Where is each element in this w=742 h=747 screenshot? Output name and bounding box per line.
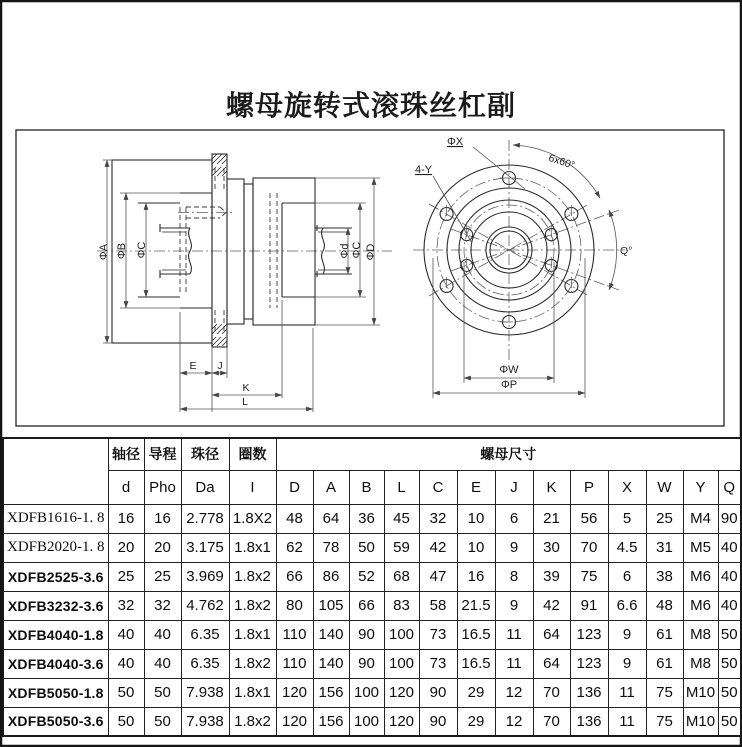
value-cell: 105: [313, 591, 349, 620]
value-cell: 1.8x2: [229, 649, 276, 678]
value-cell: 3.969: [181, 562, 229, 591]
value-cell: 12: [495, 678, 533, 707]
value-cell: 156: [313, 707, 349, 736]
value-cell: 5: [608, 504, 646, 533]
value-cell: 6.35: [181, 620, 229, 649]
dim-label-tapped-holes: 4-Y: [415, 164, 433, 176]
model-column-header: [3, 438, 108, 504]
table-row: [3, 562, 741, 591]
col-header-K: K: [533, 470, 570, 504]
value-cell: 47: [419, 562, 457, 591]
dim-label-phid: Φd: [339, 243, 351, 259]
value-cell: 83: [384, 591, 419, 620]
col-header-Y: Y: [683, 470, 718, 504]
spec-table: [2, 437, 742, 737]
value-cell: 7.938: [181, 707, 229, 736]
value-cell: 120: [384, 678, 419, 707]
value-cell: 25: [646, 504, 683, 533]
col-header-A: A: [313, 470, 349, 504]
value-cell: 40: [108, 649, 144, 678]
dim-label-phiB: ΦB: [116, 242, 128, 260]
value-cell: 61: [646, 649, 683, 678]
value-cell: 36: [349, 504, 384, 533]
value-cell: 42: [419, 533, 457, 562]
value-cell: 100: [349, 707, 384, 736]
value-cell: 40: [144, 620, 181, 649]
value-cell: 1.8X2: [229, 504, 276, 533]
value-cell: 9: [608, 649, 646, 678]
dim-label-K: K: [242, 382, 250, 394]
value-cell: 78: [313, 533, 349, 562]
value-cell: 30: [533, 533, 570, 562]
value-cell: 66: [276, 562, 313, 591]
value-cell: 59: [384, 533, 419, 562]
value-cell: 29: [457, 707, 495, 736]
col-header-L: L: [384, 470, 419, 504]
value-cell: M8: [683, 620, 718, 649]
value-cell: 68: [384, 562, 419, 591]
dim-label-phiX: ΦX: [447, 136, 464, 148]
model-cell: XDFB5050-3.6: [3, 707, 108, 736]
value-cell: 16: [108, 504, 144, 533]
value-cell: 140: [313, 649, 349, 678]
value-cell: 156: [313, 678, 349, 707]
value-cell: 123: [570, 620, 608, 649]
value-cell: 20: [144, 533, 181, 562]
value-cell: M6: [683, 591, 718, 620]
value-cell: 50: [718, 678, 741, 707]
dim-label-angle: Q°: [620, 245, 633, 257]
value-cell: 9: [608, 620, 646, 649]
value-cell: M8: [683, 649, 718, 678]
value-cell: 32: [144, 591, 181, 620]
model-cell: XDFB4040-3.6: [3, 649, 108, 678]
value-cell: 8: [495, 562, 533, 591]
value-cell: 2.778: [181, 504, 229, 533]
value-cell: 31: [646, 533, 683, 562]
table-row: [3, 533, 741, 562]
dim-label-phiA: ΦA: [98, 243, 110, 261]
value-cell: 7.938: [181, 678, 229, 707]
value-cell: 11: [608, 678, 646, 707]
col-header-Pho: Pho: [144, 470, 181, 504]
value-cell: 50: [144, 678, 181, 707]
model-cell: XDFB2020-1. 8: [3, 533, 108, 562]
value-cell: 1.8x1: [229, 533, 276, 562]
header-nut-dims: 螺母尺寸: [276, 438, 741, 470]
value-cell: 110: [276, 620, 313, 649]
model-cell: XDFB1616-1. 8: [3, 504, 108, 533]
value-cell: 73: [419, 649, 457, 678]
value-cell: 73: [419, 620, 457, 649]
value-cell: 38: [646, 562, 683, 591]
col-header-C: C: [419, 470, 457, 504]
drawing-frame: [16, 130, 724, 426]
value-cell: M10: [683, 707, 718, 736]
value-cell: 90: [419, 707, 457, 736]
dim-label-phiC-right: ΦC: [351, 241, 363, 259]
col-header-P: P: [570, 470, 608, 504]
value-cell: 32: [419, 504, 457, 533]
value-cell: 40: [108, 620, 144, 649]
value-cell: 9: [495, 533, 533, 562]
value-cell: 70: [533, 678, 570, 707]
value-cell: M5: [683, 533, 718, 562]
value-cell: 86: [313, 562, 349, 591]
value-cell: 50: [349, 533, 384, 562]
value-cell: 45: [384, 504, 419, 533]
value-cell: 64: [533, 620, 570, 649]
side-view: [97, 154, 392, 412]
value-cell: 120: [276, 678, 313, 707]
dim-label-L: L: [242, 396, 248, 408]
value-cell: 52: [349, 562, 384, 591]
value-cell: 70: [570, 533, 608, 562]
value-cell: 32: [108, 591, 144, 620]
value-cell: 61: [646, 620, 683, 649]
value-cell: 140: [313, 620, 349, 649]
value-cell: 10: [457, 504, 495, 533]
value-cell: 10: [457, 533, 495, 562]
value-cell: 50: [718, 620, 741, 649]
value-cell: 50: [144, 707, 181, 736]
value-cell: 58: [419, 591, 457, 620]
value-cell: 4.762: [181, 591, 229, 620]
value-cell: 64: [313, 504, 349, 533]
header-turns: 圈数: [229, 438, 276, 470]
dim-label-phiP: ΦP: [500, 379, 518, 391]
value-cell: 25: [108, 562, 144, 591]
value-cell: 6.35: [181, 649, 229, 678]
value-cell: M6: [683, 562, 718, 591]
value-cell: 40: [718, 533, 741, 562]
value-cell: 11: [495, 620, 533, 649]
value-cell: 66: [349, 591, 384, 620]
dim-label-J: J: [217, 360, 223, 372]
value-cell: 11: [608, 707, 646, 736]
spec-table-body: [3, 504, 741, 736]
col-header-D: D: [276, 470, 313, 504]
dim-label-E: E: [189, 360, 197, 372]
value-cell: 91: [570, 591, 608, 620]
value-cell: 40: [144, 649, 181, 678]
dim-label-phiD: ΦD: [365, 243, 377, 261]
value-cell: 50: [108, 678, 144, 707]
bolt-holes-6: [440, 172, 578, 329]
header-ball-dia: 珠径: [181, 438, 229, 470]
front-view: [413, 136, 632, 398]
value-cell: 16: [144, 504, 181, 533]
table-row: [3, 620, 741, 649]
value-cell: 90: [718, 504, 741, 533]
value-cell: 40: [718, 562, 741, 591]
value-cell: 40: [718, 591, 741, 620]
value-cell: 100: [384, 620, 419, 649]
value-cell: 16.5: [457, 649, 495, 678]
value-cell: 50: [108, 707, 144, 736]
col-header-X: X: [608, 470, 646, 504]
model-cell: XDFB3232-3.6: [3, 591, 108, 620]
tapped-holes-4: [461, 226, 558, 274]
header-lead: 导程: [144, 438, 181, 470]
value-cell: 136: [570, 707, 608, 736]
hatch-pattern: [212, 154, 227, 346]
value-cell: 80: [276, 591, 313, 620]
value-cell: 42: [533, 591, 570, 620]
value-cell: 1.8x1: [229, 620, 276, 649]
value-cell: 12: [495, 707, 533, 736]
value-cell: 48: [646, 591, 683, 620]
value-cell: 50: [718, 649, 741, 678]
value-cell: 1.8x2: [229, 591, 276, 620]
value-cell: 64: [533, 649, 570, 678]
value-cell: 100: [384, 649, 419, 678]
model-cell: XDFB2525-3.6: [3, 562, 108, 591]
value-cell: 16: [457, 562, 495, 591]
value-cell: 75: [646, 678, 683, 707]
value-cell: 21.5: [457, 591, 495, 620]
header-shaft-dia: 轴径: [108, 438, 144, 470]
value-cell: 25: [144, 562, 181, 591]
value-cell: 6.6: [608, 591, 646, 620]
value-cell: 6: [495, 504, 533, 533]
dim-label-phiC: ΦC: [136, 241, 148, 259]
value-cell: 90: [349, 649, 384, 678]
value-cell: 4.5: [608, 533, 646, 562]
value-cell: 20: [108, 533, 144, 562]
value-cell: 3.175: [181, 533, 229, 562]
col-header-J: J: [495, 470, 533, 504]
value-cell: 90: [349, 620, 384, 649]
value-cell: 75: [646, 707, 683, 736]
value-cell: 21: [533, 504, 570, 533]
value-cell: 9: [495, 591, 533, 620]
table-row: [3, 707, 741, 736]
value-cell: 39: [533, 562, 570, 591]
page-title: 螺母旋转式滚珠丝杠副: [225, 90, 516, 121]
value-cell: 29: [457, 678, 495, 707]
value-cell: 75: [570, 562, 608, 591]
dim-label-hole-pattern: 6x60°: [546, 152, 577, 172]
model-cell: XDFB4040-1.8: [3, 620, 108, 649]
value-cell: M10: [683, 678, 718, 707]
col-header-W: W: [646, 470, 683, 504]
value-cell: 50: [718, 707, 741, 736]
table-row: [3, 678, 741, 707]
col-header-d: d: [108, 470, 144, 504]
value-cell: 48: [276, 504, 313, 533]
value-cell: 56: [570, 504, 608, 533]
value-cell: 11: [495, 649, 533, 678]
col-header-E: E: [457, 470, 495, 504]
value-cell: 120: [384, 707, 419, 736]
table-row: [3, 591, 741, 620]
value-cell: 1.8x2: [229, 562, 276, 591]
value-cell: 6: [608, 562, 646, 591]
value-cell: 136: [570, 678, 608, 707]
value-cell: 1.8x1: [229, 678, 276, 707]
value-cell: 110: [276, 649, 313, 678]
value-cell: 70: [533, 707, 570, 736]
value-cell: 16.5: [457, 620, 495, 649]
model-cell: XDFB5050-1.8: [3, 678, 108, 707]
dim-label-phiW: ΦW: [499, 364, 519, 376]
table-row: [3, 504, 741, 533]
value-cell: 123: [570, 649, 608, 678]
col-header-Da: Da: [181, 470, 229, 504]
value-cell: 62: [276, 533, 313, 562]
col-header-B: B: [349, 470, 384, 504]
col-header-I: I: [229, 470, 276, 504]
value-cell: M4: [683, 504, 718, 533]
table-row: [3, 649, 741, 678]
value-cell: 100: [349, 678, 384, 707]
value-cell: 120: [276, 707, 313, 736]
col-header-Q: Q: [718, 470, 741, 504]
value-cell: 90: [419, 678, 457, 707]
value-cell: 1.8x2: [229, 707, 276, 736]
